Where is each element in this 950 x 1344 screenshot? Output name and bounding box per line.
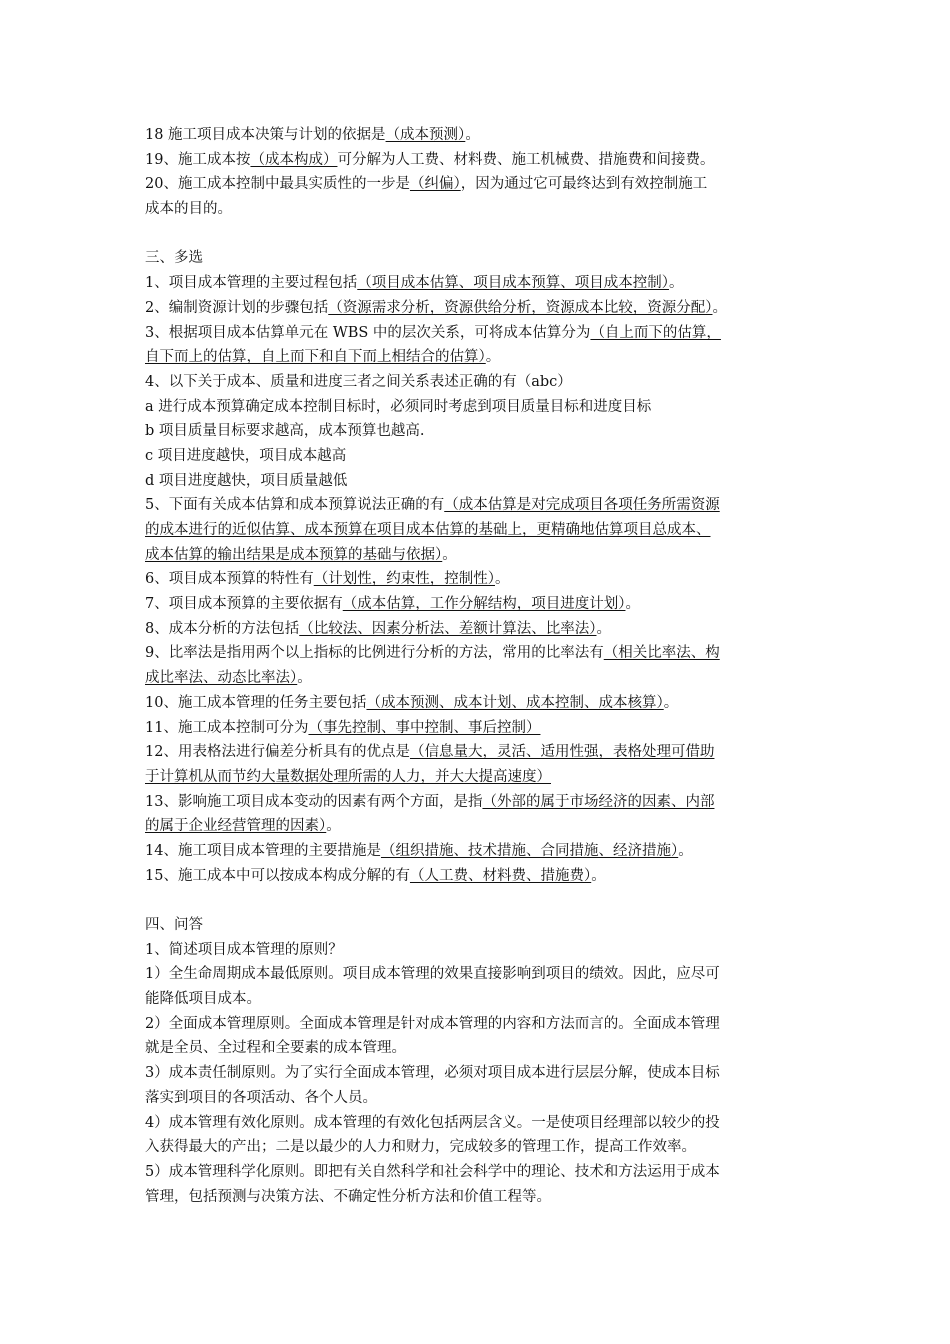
text-line bbox=[145, 271, 810, 296]
text-line bbox=[145, 197, 810, 222]
text-segment: 。 bbox=[326, 818, 341, 835]
text-segment: d 项目进度越快，项目质量越低 bbox=[145, 472, 348, 489]
answer-text: 的成本进行的近似估算、成本预算在项目成本估算的基础上，更精确地估算项目总成本、 bbox=[145, 522, 711, 538]
text-line bbox=[145, 1185, 810, 1210]
text-line bbox=[145, 641, 810, 666]
text-segment: 3、根据项目成本估算单元在 WBS 中的层次关系，可将成本估算分为 bbox=[145, 324, 591, 341]
answer-text: （成本构成） bbox=[250, 151, 338, 168]
text-segment: 。 bbox=[663, 694, 679, 711]
text-segment: 入获得最大的产出；二是以最少的人力和财力，完成较多的管理工作，提高工作效率。 bbox=[145, 1139, 696, 1156]
text-line bbox=[145, 617, 810, 642]
text-segment: 。 bbox=[625, 596, 640, 613]
text-line bbox=[145, 1135, 810, 1160]
text-segment: 。 bbox=[712, 299, 727, 316]
answer-text: （资源需求分析，资源供给分析，资源成本比较，资源分配） bbox=[328, 299, 713, 316]
text-segment: 4）成本管理有效化原则。成本管理的有效化包括两层含义。一是使项目经理部以较少的投 bbox=[145, 1114, 720, 1131]
text-segment: 落实到项目的各项活动、各个人员。 bbox=[145, 1089, 377, 1106]
text-line bbox=[145, 395, 810, 420]
text-segment: 就是全员、全过程和全要素的成本管理。 bbox=[145, 1040, 406, 1057]
text-segment: 。 bbox=[668, 275, 684, 292]
text-line bbox=[145, 666, 810, 691]
text-line bbox=[145, 493, 810, 518]
text-segment: 5、下面有关成本估算和成本预算说法正确的有 bbox=[145, 497, 445, 514]
text-segment: 。 bbox=[485, 349, 501, 366]
text-segment: 管理，包括预测与决策方法、不确定性分析方法和价值工程等。 bbox=[145, 1188, 551, 1205]
text-line bbox=[145, 839, 810, 864]
text-line bbox=[145, 938, 810, 963]
text-segment: 15、施工成本中可以按成本构成分解的有 bbox=[145, 867, 410, 884]
text-segment: 8、成本分析的方法包括 bbox=[145, 620, 300, 637]
text-segment: 9、比率法是指用两个以上指标的比例进行分析的方法，常用的比率法有 bbox=[145, 645, 604, 662]
text-segment: 10、施工成本管理的任务主要包括 bbox=[145, 694, 367, 711]
text-line bbox=[145, 1061, 810, 1086]
answer-text: 的属于企业经营管理的因素） bbox=[145, 818, 327, 835]
text-segment: 3）成本责任制原则。为了实行全面成本管理，必须对项目成本进行层层分解，使成本目标 bbox=[145, 1065, 720, 1082]
text-line bbox=[145, 1036, 810, 1061]
text-line bbox=[145, 469, 810, 494]
text-line bbox=[145, 1012, 810, 1037]
answer-text: （自上而下的估算， bbox=[590, 324, 721, 341]
text-line bbox=[145, 1086, 810, 1111]
text-segment: 5）成本管理科学化原则。即把有关自然科学和社会科学中的理论、技术和方法运用于成本 bbox=[145, 1163, 720, 1180]
text-segment: 。 bbox=[297, 670, 312, 687]
text-segment: b 项目质量目标要求越高，成本预算也越高. bbox=[145, 423, 425, 440]
text-segment: 1、简述项目成本管理的原则？ bbox=[145, 941, 343, 958]
answer-text: （成本预测、成本计划、成本控制、成本核算） bbox=[366, 694, 664, 711]
answer-text: （比较法、因素分析法、差额计算法、比率法） bbox=[299, 620, 597, 637]
text-line bbox=[145, 962, 810, 987]
text-line bbox=[145, 1111, 810, 1136]
text-segment: 。 bbox=[596, 620, 611, 637]
text-segment: 14、施工项目成本管理的主要措施是 bbox=[145, 842, 381, 859]
text-segment: 成本的目的。 bbox=[145, 201, 232, 218]
blank-line bbox=[145, 222, 810, 247]
answer-text: （成本估算是对完成项目各项任务所需资源 bbox=[444, 497, 720, 514]
text-segment: 可分解为人工费、材料费、施工机械费、措施费和间接费。 bbox=[337, 151, 715, 168]
text-line bbox=[145, 370, 810, 395]
text-line bbox=[145, 987, 810, 1012]
answer-text: （信息量大，灵活、适用性强，表格处理可借助 bbox=[409, 744, 715, 761]
document-page bbox=[145, 123, 810, 1209]
text-line bbox=[145, 592, 810, 617]
text-line bbox=[145, 172, 810, 197]
text-line bbox=[145, 716, 810, 741]
text-segment: 12、用表格法进行偏差分析具有的优点是 bbox=[145, 744, 410, 761]
text-segment: 19、施工成本按 bbox=[145, 151, 251, 168]
answer-text: （事先控制、事中控制、事后控制） bbox=[308, 719, 541, 736]
text-line bbox=[145, 444, 810, 469]
text-segment: 。 bbox=[678, 842, 693, 859]
text-segment: 4、以下关于成本、质量和进度三者之间关系表述正确的有（abc） bbox=[145, 373, 572, 390]
text-segment: 6、项目成本预算的特性有 bbox=[145, 571, 314, 588]
text-segment: 。 bbox=[494, 571, 510, 588]
text-segment: a 进行成本预算确定成本控制目标时，必须同时考虑到项目质量目标和进度目标 bbox=[145, 398, 652, 415]
text-line bbox=[145, 691, 810, 716]
text-line bbox=[145, 913, 810, 938]
text-line bbox=[145, 419, 810, 444]
text-line bbox=[145, 123, 810, 148]
answer-text: （外部的属于市场经济的因素、内部 bbox=[482, 793, 715, 810]
answer-text: （相关比率法、构 bbox=[603, 645, 720, 662]
text-line bbox=[145, 790, 810, 815]
text-segment: 20、施工成本控制中最具实质性的一步是 bbox=[145, 176, 410, 193]
text-segment: 2、编制资源计划的步骤包括 bbox=[145, 299, 329, 316]
text-line bbox=[145, 518, 810, 543]
text-line bbox=[145, 740, 810, 765]
answer-text: 于计算机从而节约大量数据处理所需的人力，并大大提高速度） bbox=[145, 768, 551, 785]
text-segment: 7、项目成本预算的主要依据有 bbox=[145, 596, 343, 613]
answer-text: （组织措施、技术措施、合同措施、经济措施） bbox=[380, 842, 679, 859]
text-line bbox=[145, 1160, 810, 1185]
text-line bbox=[145, 321, 810, 346]
text-line bbox=[145, 864, 810, 889]
answer-text: （成本预测） bbox=[385, 127, 466, 143]
text-segment: 。 bbox=[465, 127, 480, 143]
text-segment: 。 bbox=[442, 546, 457, 563]
text-segment: 四、问答 bbox=[145, 917, 203, 933]
answer-text: （项目成本估算、项目成本预算、项目成本控制） bbox=[357, 275, 669, 292]
text-line bbox=[145, 246, 810, 271]
text-segment: 1）全生命周期成本最低原则。项目成本管理的效果直接影响到项目的绩效。因此，应尽可 bbox=[145, 966, 720, 983]
answer-text: （计划性，约束性，控制性） bbox=[313, 571, 495, 588]
text-segment: 18 施工项目成本决策与计划的依据是 bbox=[145, 127, 386, 143]
text-segment: 。 bbox=[591, 867, 606, 884]
text-line bbox=[145, 543, 810, 568]
blank-line bbox=[145, 888, 810, 913]
text-segment: 能降低项目成本。 bbox=[145, 991, 261, 1008]
text-line bbox=[145, 765, 810, 790]
text-line bbox=[145, 148, 810, 173]
text-segment: 11、施工成本控制可分为 bbox=[145, 719, 309, 736]
text-segment: c 项目进度越快，项目成本越高 bbox=[145, 447, 347, 464]
answer-text: 自下而上的估算，自上而下和自下而上相结合的估算） bbox=[145, 349, 486, 366]
answer-text: （人工费、材料费、措施费） bbox=[409, 867, 592, 884]
answer-text: （成本估算，工作分解结构，项目进度计划） bbox=[342, 596, 626, 613]
text-segment: 三、多选 bbox=[145, 250, 203, 267]
answer-text: 成比率法、动态比率法） bbox=[145, 670, 298, 687]
text-segment: 2）全面成本管理原则。全面成本管理是针对成本管理的内容和方法而言的。全面成本管理 bbox=[145, 1015, 720, 1032]
text-segment: 13、影响施工项目成本变动的因素有两个方面，是指 bbox=[145, 793, 483, 810]
answer-text: 成本估算的输出结果是成本预算的基础与依据） bbox=[145, 546, 443, 563]
text-line bbox=[145, 814, 810, 839]
text-segment: 1、项目成本管理的主要过程包括 bbox=[145, 275, 358, 292]
text-line bbox=[145, 296, 810, 321]
answer-text: （纠偏） bbox=[409, 176, 461, 193]
text-segment: ，因为通过它可最终达到有效控制施工 bbox=[460, 176, 708, 193]
text-line bbox=[145, 567, 810, 592]
text-line bbox=[145, 345, 810, 370]
